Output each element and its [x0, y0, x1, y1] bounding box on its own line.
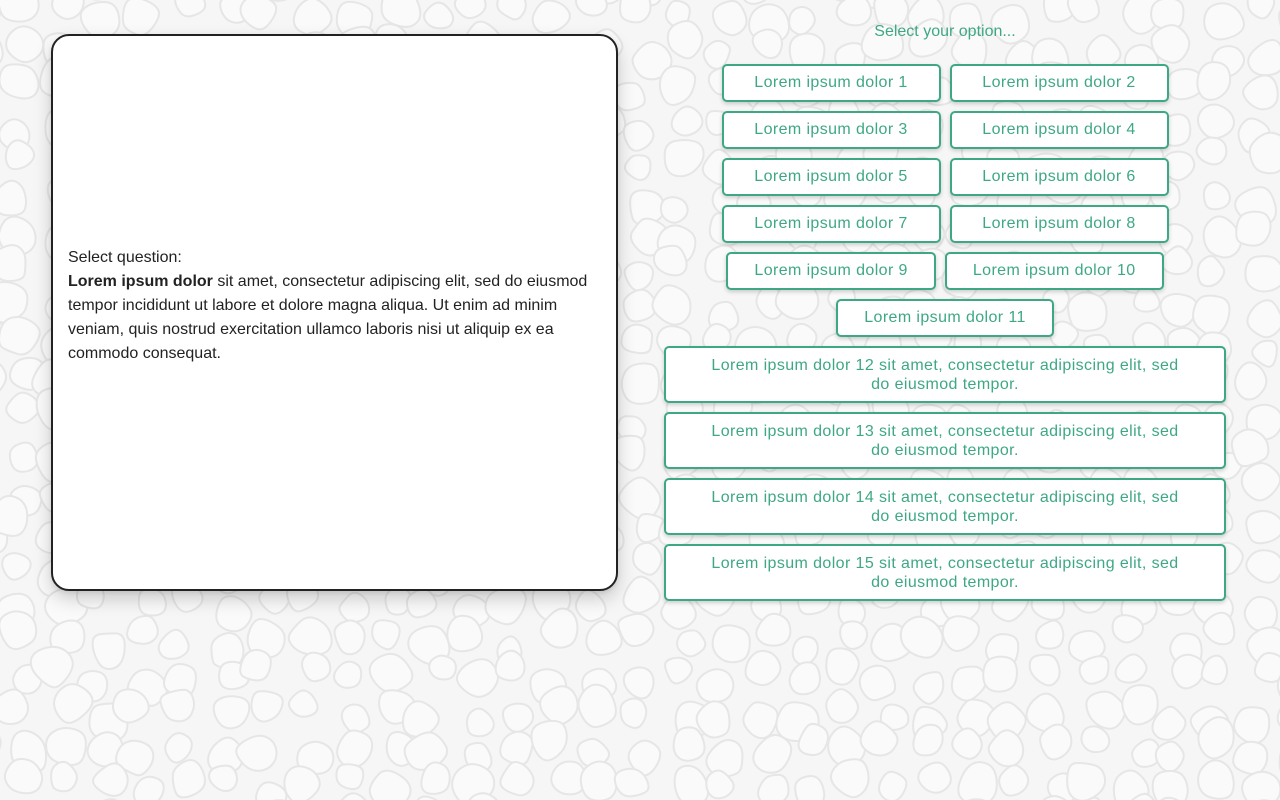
option-button-5[interactable]: Lorem ipsum dolor 5	[722, 158, 941, 196]
background-pebble	[918, 763, 951, 793]
background-pebble	[0, 362, 6, 395]
option-button-10[interactable]: Lorem ipsum dolor 10	[945, 252, 1164, 290]
background-pebble	[370, 771, 411, 800]
option-button-13[interactable]: Lorem ipsum dolor 13 sit amet, consectetur adipiscing elit, sed do eiusmod tempor.	[664, 412, 1226, 469]
background-pebble	[1243, 75, 1278, 109]
background-pebble	[236, 736, 276, 771]
option-button-15[interactable]: Lorem ipsum dolor 15 sit amet, consectetur adipiscing elit, sed do eiusmod tempor.	[664, 544, 1226, 601]
background-pebble	[372, 620, 399, 649]
background-pebble	[497, 0, 526, 19]
background-pebble	[675, 766, 709, 800]
background-pebble	[840, 621, 867, 648]
background-pebble	[139, 589, 166, 616]
background-pebble	[622, 363, 659, 403]
background-pebble	[614, 83, 645, 110]
background-pebble	[134, 777, 164, 800]
background-pebble	[0, 28, 3, 69]
background-pebble	[625, 262, 653, 290]
background-pebble	[0, 496, 27, 536]
background-pebble	[93, 763, 128, 796]
background-pebble	[0, 724, 1, 758]
background-pebble	[173, 760, 205, 797]
background-pebble	[952, 728, 982, 758]
background-pebble	[618, 614, 653, 646]
background-pebble	[1081, 726, 1109, 752]
background-pebble	[913, 725, 942, 756]
background-pebble	[624, 667, 654, 698]
background-pebble	[677, 630, 705, 656]
background-pebble	[500, 732, 532, 765]
short-options-grid	[664, 64, 1226, 337]
background-pebble	[6, 140, 34, 169]
background-pebble	[1172, 655, 1204, 689]
background-pebble	[674, 727, 705, 760]
background-pebble	[216, 596, 251, 631]
question-label: Select question:	[68, 249, 182, 266]
background-pebble	[620, 0, 650, 22]
background-pebble	[745, 651, 780, 685]
background-pebble	[209, 766, 237, 791]
question-card	[51, 34, 618, 591]
background-pebble	[1040, 725, 1071, 760]
background-pebble	[256, 782, 286, 800]
option-button-12[interactable]: Lorem ipsum dolor 12 sit amet, consectetur adipiscing elit, sed do eiusmod tempor.	[664, 346, 1226, 403]
background-pebble	[1236, 212, 1270, 246]
background-pebble	[793, 637, 818, 665]
background-pebble	[214, 696, 250, 728]
option-button-9[interactable]: Lorem ipsum dolor 9	[726, 252, 935, 290]
long-options-list	[664, 346, 1226, 601]
background-pebble	[1156, 742, 1184, 772]
background-pebble	[1067, 763, 1105, 800]
background-pebble	[826, 689, 858, 723]
background-pebble	[0, 0, 39, 22]
option-button-6[interactable]: Lorem ipsum dolor 6	[950, 158, 1169, 196]
background-pebble	[860, 666, 895, 701]
background-pebble	[0, 245, 25, 281]
background-pebble	[294, 0, 332, 35]
background-pebble	[6, 26, 43, 62]
background-pebble	[503, 704, 533, 732]
background-pebble	[1122, 685, 1157, 724]
background-pebble	[576, 590, 606, 621]
background-pebble	[447, 616, 482, 651]
background-pebble	[337, 731, 372, 768]
background-pebble	[831, 759, 869, 797]
background-pebble	[336, 764, 363, 789]
background-pebble	[1030, 655, 1060, 686]
question-text	[68, 246, 601, 366]
background-pebble	[624, 121, 654, 151]
background-pebble	[0, 64, 39, 98]
background-pebble	[455, 0, 486, 18]
background-pebble	[1153, 771, 1188, 800]
background-pebble	[1248, 40, 1280, 75]
background-pebble	[251, 691, 282, 722]
background-pebble	[51, 762, 77, 791]
background-pebble	[623, 290, 655, 322]
background-pebble	[943, 616, 979, 651]
background-pebble	[302, 653, 330, 682]
background-pebble	[10, 443, 38, 472]
background-pebble	[467, 709, 494, 737]
background-pebble	[382, 0, 421, 27]
background-pebble	[576, 0, 607, 16]
background-pebble	[623, 577, 659, 613]
background-pebble	[5, 759, 42, 793]
background-pebble	[706, 740, 742, 777]
background-pebble	[46, 728, 86, 765]
background-pebble	[335, 620, 365, 654]
background-pebble	[1246, 550, 1280, 582]
background-pebble	[54, 684, 92, 723]
options-heading: Select your option...	[874, 23, 1016, 40]
question-lead: Lorem ipsum dolor	[68, 273, 213, 290]
option-button-11[interactable]: Lorem ipsum dolor 11	[836, 299, 1054, 337]
background-pebble	[336, 793, 371, 800]
background-pebble	[1086, 692, 1125, 729]
background-pebble	[753, 735, 791, 773]
option-button-14[interactable]: Lorem ipsum dolor 14 sit amet, consectetur adipiscing elit, sed do eiusmod tempor.	[664, 478, 1226, 535]
background-pebble	[1080, 656, 1109, 683]
background-pebble	[879, 772, 906, 800]
background-pebble	[620, 699, 646, 728]
background-pebble	[0, 317, 40, 355]
background-pebble	[1198, 760, 1234, 798]
background-pebble	[581, 761, 617, 800]
background-pebble	[2, 553, 31, 580]
background-pebble	[614, 436, 645, 471]
background-pebble	[1202, 656, 1227, 685]
background-pebble	[1116, 654, 1147, 682]
background-pebble	[403, 701, 439, 736]
background-pebble	[586, 621, 621, 655]
background-pebble	[123, 0, 159, 35]
background-pebble	[1242, 463, 1280, 500]
background-pebble	[1252, 341, 1277, 367]
background-pebble	[826, 648, 858, 684]
background-pebble	[159, 630, 189, 659]
background-pebble	[1068, 0, 1099, 22]
background-pebble	[240, 650, 271, 680]
background-pebble	[790, 662, 820, 694]
background-pebble	[93, 633, 125, 669]
background-pebble	[424, 3, 453, 29]
background-pebble	[6, 393, 40, 423]
option-button-8[interactable]: Lorem ipsum dolor 8	[950, 205, 1169, 243]
background-pebble	[160, 690, 194, 722]
background-pebble	[165, 733, 192, 763]
background-pebble	[952, 667, 986, 701]
background-pebble	[713, 625, 750, 662]
background-pebble	[621, 325, 652, 354]
background-pebble	[1235, 362, 1266, 399]
background-pebble	[758, 775, 788, 800]
background-pebble	[1233, 742, 1267, 774]
background-pebble	[289, 617, 332, 654]
background-pebble	[0, 181, 26, 216]
option-button-3[interactable]: Lorem ipsum dolor 3	[722, 111, 941, 149]
background-pebble	[1247, 300, 1280, 337]
background-pebble	[533, 0, 570, 33]
background-pebble	[370, 654, 413, 692]
background-pebble	[665, 658, 692, 684]
background-pebble	[429, 656, 456, 680]
background-pebble	[1232, 429, 1269, 466]
background-pebble	[413, 796, 447, 800]
background-pebble	[407, 589, 437, 617]
background-pebble	[284, 766, 319, 800]
background-pebble	[0, 689, 28, 724]
background-pebble	[421, 762, 449, 794]
background-pebble	[1242, 772, 1280, 800]
option-button-2[interactable]: Lorem ipsum dolor 2	[950, 64, 1169, 102]
background-pebble	[339, 593, 369, 622]
background-pebble	[633, 543, 661, 575]
background-pebble	[113, 689, 149, 722]
background-pebble	[240, 0, 276, 29]
background-pebble	[334, 662, 361, 688]
background-pebble	[531, 721, 566, 761]
background-pebble	[983, 657, 1017, 692]
question-body: sit amet, consectetur adipiscing elit, sed do eiusmod tempor incididunt ut labore et dolore magna aliqua. Ut enim ad minim veniam, quis nostrud exercitation ullamco laboris nisi ut aliquip ex ea commodo consequat.	[68, 273, 588, 362]
background-pebble	[619, 478, 660, 520]
background-pebble	[914, 672, 944, 704]
background-pebble	[175, 0, 205, 16]
background-pebble	[485, 588, 525, 625]
background-pebble	[743, 702, 777, 738]
background-pebble	[457, 659, 498, 697]
background-pebble	[1113, 615, 1143, 642]
background-pebble	[795, 776, 824, 800]
background-pebble	[1234, 707, 1269, 743]
background-pebble	[1246, 511, 1280, 543]
background-pebble	[625, 155, 651, 180]
background-pebble	[1245, 597, 1277, 631]
background-pebble	[500, 762, 533, 795]
background-pebble	[697, 669, 734, 702]
background-pebble	[52, 0, 84, 19]
background-pebble	[289, 691, 318, 717]
options-panel	[664, 20, 1226, 601]
background-pebble	[127, 616, 158, 644]
option-button-4[interactable]: Lorem ipsum dolor 4	[950, 111, 1169, 149]
background-pebble	[1248, 0, 1274, 18]
background-pebble	[342, 704, 370, 733]
background-pebble	[0, 611, 36, 649]
background-pebble	[1245, 256, 1280, 291]
option-button-7[interactable]: Lorem ipsum dolor 7	[722, 205, 941, 243]
background-pebble	[739, 0, 774, 4]
background-pebble	[999, 765, 1028, 795]
background-pebble	[958, 762, 996, 800]
background-pebble	[1036, 621, 1063, 649]
option-button-1[interactable]: Lorem ipsum dolor 1	[722, 64, 941, 102]
